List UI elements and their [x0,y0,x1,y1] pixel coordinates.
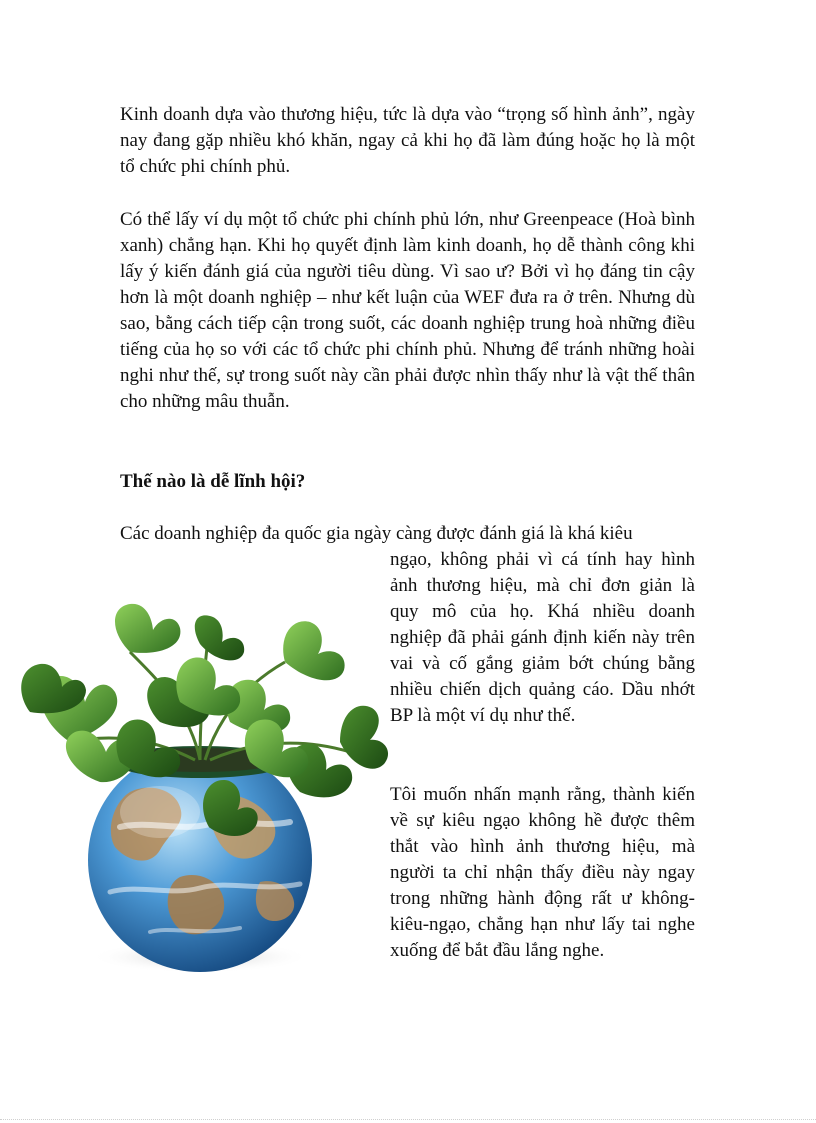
plant-icon [21,604,388,842]
paragraph-arrogance: Tôi muốn nhấn mạnh rằng, thành kiến về sự kiêu ngạo không hề được thêm thắt vào hình ảnh thương hiệu, mà người ta chỉ nhận thấy điều này ngay trong những hành động rất ư không-kiêu-ngạo, chẳng hạn như lấy tai nghe xuống để bắt đầu lắng nghe. [390,784,695,961]
globe-icon [88,746,312,972]
plant-on-globe-illustration [10,592,390,982]
paragraph-multinational-rest: ngạo, không phải vì cá tính hay hình ảnh thương hiệu, mà chỉ đơn giản là quy mô của họ. Khá nhiều doanh nghiệp đã phải gánh định kiến này trên vai và cố gắng giảm bớt chúng bằng nhiều chiến dịch quảng cáo. Dầu nhớt BP là một ví dụ như thế. [390,549,695,726]
paragraph-intro: Kinh doanh dựa vào thương hiệu, tức là dựa vào “trọng số hình ảnh”, ngày nay đang gặp nhiều khó khăn, ngay cả khi họ đã làm đúng hoặc họ là một tổ chức phi chính phủ. [120,104,695,177]
section-heading: Thế nào là dễ lĩnh hội? [120,471,306,492]
paragraph-multinational-first-line: Các doanh nghiệp đa quốc gia ngày càng được đánh giá là khá kiêu [120,523,633,544]
page-bottom-divider [0,1119,816,1120]
paragraph-greenpeace: Có thể lấy ví dụ một tổ chức phi chính phủ lớn, như Greenpeace (Hoà bình xanh) chẳng hạn. Khi họ quyết định làm kinh doanh, họ dễ thành công khi lấy ý kiến đánh giá của người tiêu dùng. Vì sao ư? Bởi vì họ đáng tin cậy hơn là một doanh nghiệp – như kết luận của WEF đưa ra ở trên. Nhưng dù sao, bằng cách tiếp cận trong suốt, các doanh nghiệp trung hoà những điều tiếng của họ so với các tổ chức phi chính phủ. Nhưng để tránh những hoài nghi như thế, sự trong suốt này cần phải được nhìn thấy như là vật thế thân cho những mâu thuẫn. [120,209,695,412]
